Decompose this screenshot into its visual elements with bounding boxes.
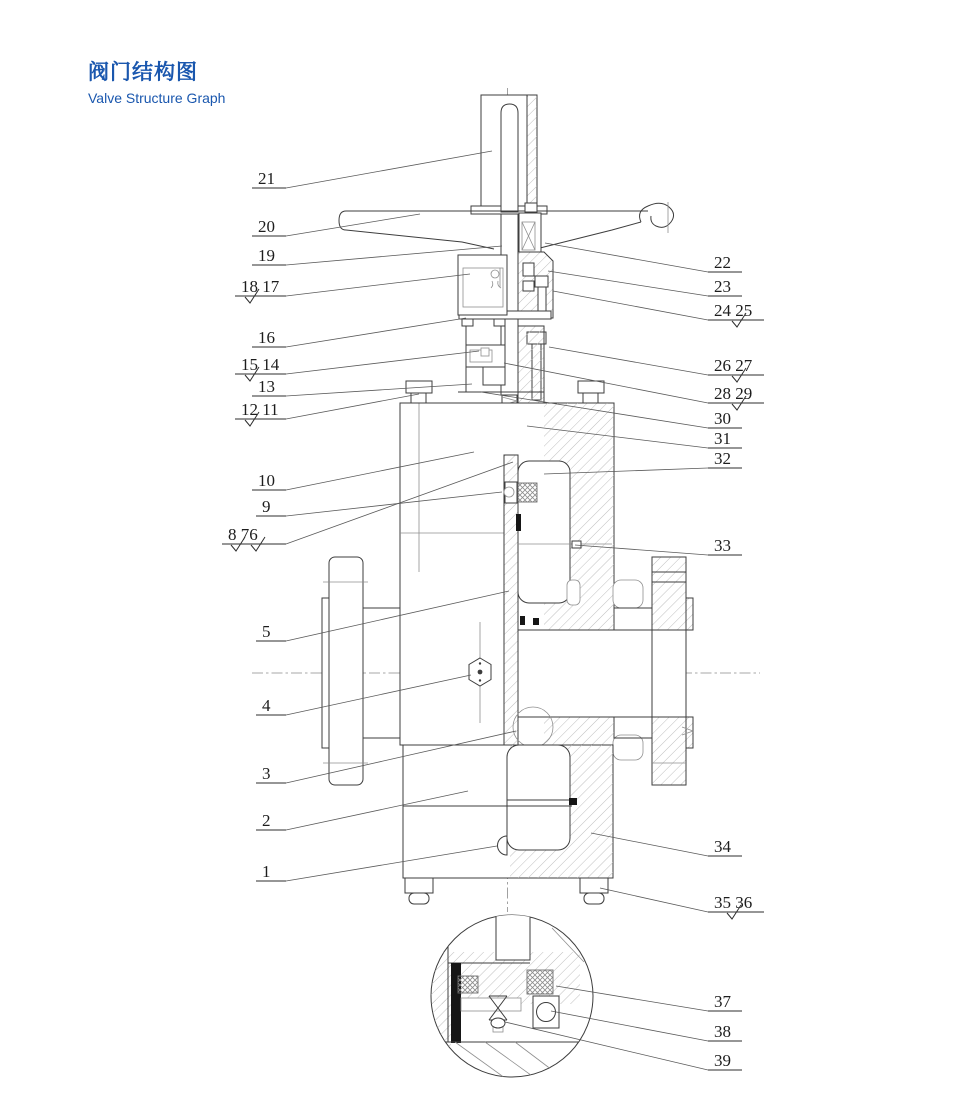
part-number: 24 25 bbox=[714, 301, 753, 320]
part-number: 28 29 bbox=[714, 384, 753, 403]
callout-26-27 bbox=[549, 347, 764, 382]
part-number: 32 bbox=[714, 449, 731, 468]
callout-38 bbox=[551, 1011, 742, 1041]
lower-body bbox=[403, 745, 613, 904]
callout-34 bbox=[591, 833, 742, 856]
part-number: 18 17 bbox=[241, 277, 280, 296]
part-number: 35 36 bbox=[714, 893, 753, 912]
part-number: 23 bbox=[714, 277, 731, 296]
callout-22 bbox=[545, 243, 742, 272]
part-number: 5 bbox=[262, 622, 271, 641]
seat-retainer bbox=[572, 541, 581, 548]
bonnet-cavity bbox=[518, 461, 570, 603]
part-number: 13 bbox=[258, 377, 275, 396]
body-bolt-right bbox=[580, 878, 608, 904]
part-number: 21 bbox=[258, 169, 275, 188]
detail-gate bbox=[496, 912, 530, 960]
part-number: 2 bbox=[262, 811, 271, 830]
detail-view bbox=[430, 912, 593, 1078]
part-number: 31 bbox=[714, 429, 731, 448]
page-subtitle: Valve Structure Graph bbox=[88, 90, 226, 106]
callout-16 bbox=[252, 318, 466, 347]
part-number: 19 bbox=[258, 246, 275, 265]
callout-20 bbox=[252, 214, 420, 236]
detail-plug bbox=[537, 1003, 556, 1022]
part-number: 33 bbox=[714, 536, 731, 555]
part-number: 34 bbox=[714, 837, 731, 856]
part-number: 15 14 bbox=[241, 355, 280, 374]
part-number: 16 bbox=[258, 328, 275, 347]
part-number: 39 bbox=[714, 1051, 731, 1070]
part-number: 20 bbox=[258, 217, 275, 236]
detail-ball bbox=[491, 1018, 505, 1028]
part-number: 3 bbox=[262, 764, 271, 783]
body-bolt-left bbox=[405, 878, 433, 904]
callout-23 bbox=[548, 271, 742, 296]
detail-spring bbox=[527, 970, 553, 994]
bearing-bolt bbox=[535, 276, 548, 287]
left-flange bbox=[322, 557, 400, 785]
callout-39 bbox=[505, 1022, 742, 1070]
detail-seat-seal bbox=[451, 963, 461, 1043]
part-number: 10 bbox=[258, 471, 275, 490]
callout-12-11 bbox=[235, 394, 419, 426]
callout-18-17 bbox=[235, 274, 470, 303]
part-number: 30 bbox=[714, 409, 731, 428]
detail-packing bbox=[458, 976, 478, 993]
part-number: 38 bbox=[714, 1022, 731, 1041]
part-number: 37 bbox=[714, 992, 731, 1011]
handwheel-hook bbox=[640, 203, 674, 227]
part-number: 22 bbox=[714, 253, 731, 272]
callout-37 bbox=[556, 986, 742, 1011]
part-number: 8 76 bbox=[228, 525, 258, 544]
page-title: 阀门结构图 bbox=[88, 61, 198, 84]
bonnet-bolt-right bbox=[578, 381, 604, 403]
part-number: 26 27 bbox=[714, 356, 753, 375]
lower-cavity bbox=[507, 745, 570, 850]
callout-35-36 bbox=[600, 888, 764, 919]
part-number: 12 11 bbox=[241, 400, 279, 419]
callout-13 bbox=[252, 377, 472, 396]
bonnet-bolt-left bbox=[406, 381, 432, 403]
part-number: 9 bbox=[262, 497, 271, 516]
part-number: 1 bbox=[262, 862, 271, 881]
part-number: 4 bbox=[262, 696, 271, 715]
yoke-box bbox=[458, 255, 507, 315]
callout-21 bbox=[252, 151, 492, 188]
